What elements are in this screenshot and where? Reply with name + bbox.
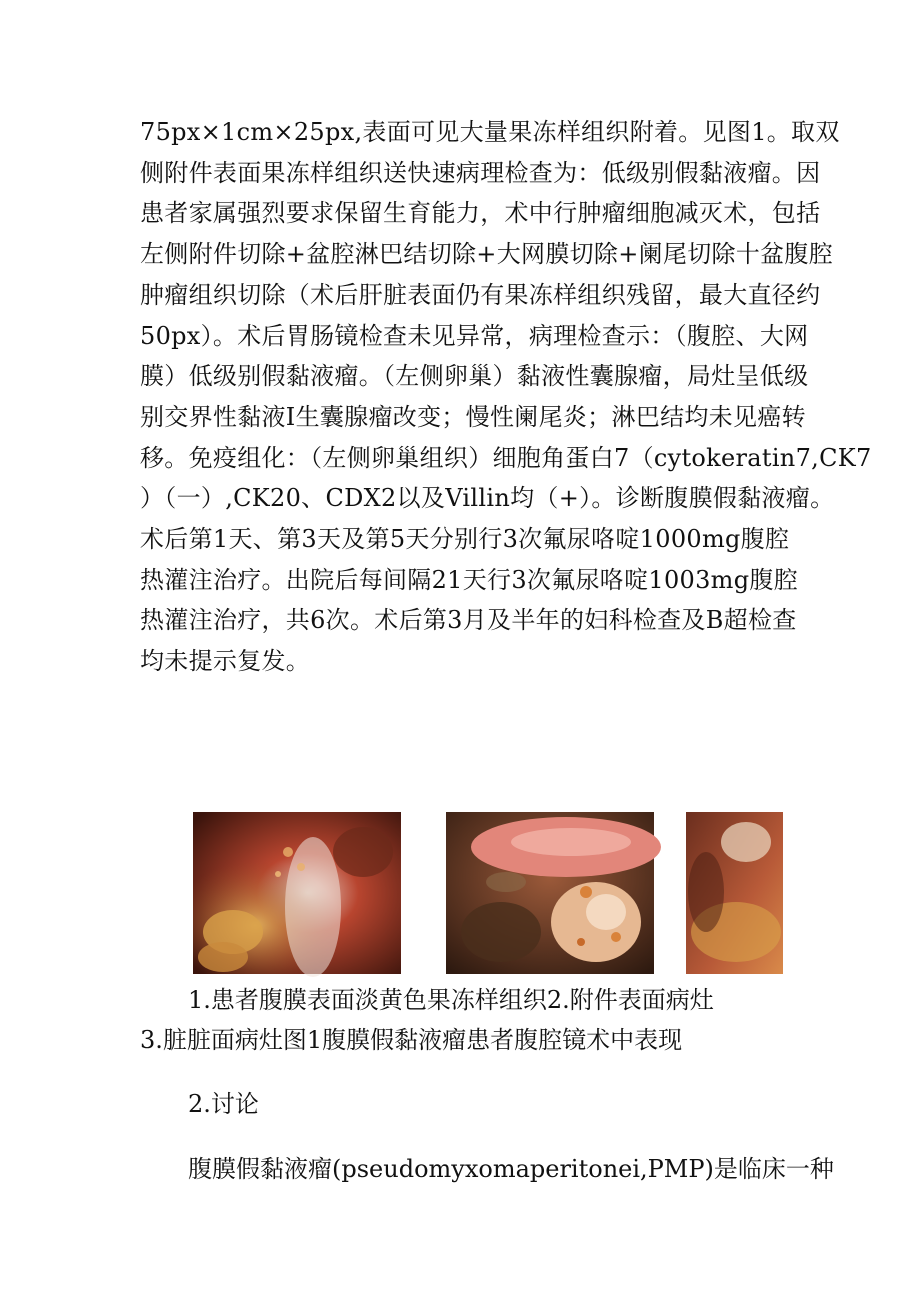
section-heading: 2.讨论: [188, 1090, 259, 1118]
text-line: 75px×1cm×25px,表面可见大量果冻样组织附着。见图1。取双: [140, 118, 840, 146]
figure-caption-line: 1.患者腹膜表面淡黄色果冻样组织2.附件表面病灶: [188, 986, 714, 1014]
text-line: 患者家属强烈要求保留生育能力，术中行肿瘤细胞减灭术，包括: [140, 199, 821, 228]
laparoscopy-figure: [193, 812, 783, 974]
text-line: 肿瘤组织切除（术后肝脏表面仍有果冻样组织残留，最大直径约: [140, 280, 821, 309]
text-line: 左侧附件切除+盆腔淋巴结切除+大网膜切除+阑尾切除十盆腹腔: [140, 240, 834, 269]
discussion-paragraph-start: 腹膜假黏液瘤(pseudomyxomaperitonei,PMP)是临床一种: [188, 1155, 834, 1183]
text-line: 均未提示复发。: [140, 647, 311, 676]
figure-caption-line: 3.脏脏面病灶图1腹膜假黏液瘤患者腹腔镜术中表现: [140, 1026, 683, 1054]
case-report-paragraph: [140, 112, 872, 682]
text-line: 移。免疫组化：（左侧卵巢组织）细胞角蛋白7（cytokeratin7,CK7: [140, 443, 872, 472]
text-line: 热灌注治疗，共6次。术后第3月及半年的妇科检查及B超检查: [140, 606, 797, 635]
laparoscopy-photo-liver: [686, 812, 783, 974]
text-line: 侧附件表面果冻样组织送快速病理检查为：低级别假黏液瘤。因: [140, 158, 821, 187]
laparoscopy-photo-peritoneum: [193, 812, 401, 974]
text-line: 50px）。术后胃肠镜检查未见异常，病理检查示：（腹腔、大网: [140, 321, 809, 350]
laparoscopy-photo-adnexa: [446, 812, 654, 974]
text-line: 膜）低级别假黏液瘤。（左侧卵巢）黏液性囊腺瘤，局灶呈低级: [140, 362, 809, 391]
text-line: 术后第1天、第3天及第5天分别行3次氟尿咯啶1000mg腹腔: [140, 525, 790, 554]
text-line: 别交界性黏液Ⅰ生囊腺瘤改变；慢性阑尾炎；淋巴结均未见癌转: [140, 402, 806, 431]
text-line: 热灌注治疗。出院后每间隔21天行3次氟尿咯啶1003mg腹腔: [140, 565, 799, 594]
text-line: ）（一）,CK20、CDX2以及Villin均（+）。诊断腹膜假黏液瘤。: [140, 484, 835, 513]
